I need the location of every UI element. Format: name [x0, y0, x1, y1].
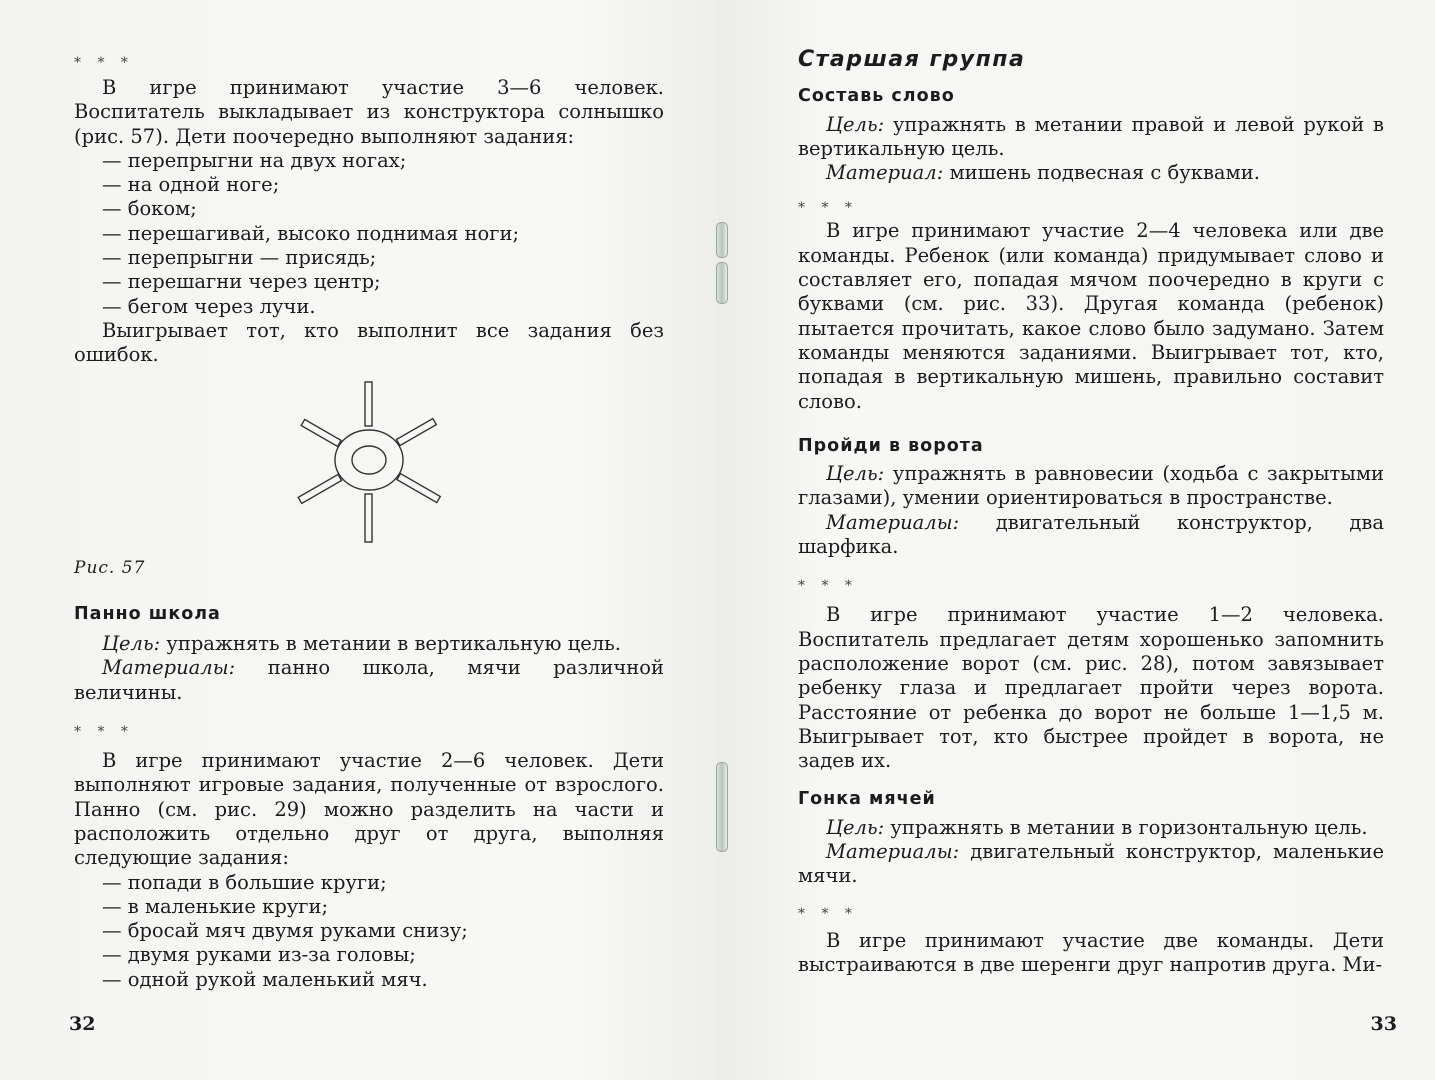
- goal-text: упражнять в метании в вертикальную цель.: [166, 632, 621, 656]
- paragraph: В игре принимают участие 2—4 человека или две команды. Ребенок (или команда) придумывает слово и составляет его, попадая мячом поочередно в круги с буквами (см. рис. 33). Другая команда (ребенок) пытается прочитать, какое слово было задумано. Затем команды меняются заданиями. Выигрывает тот, кто, попадая в вертикальную мишень, правильно составит слово.: [798, 219, 1384, 413]
- goal-label: Цель:: [826, 815, 885, 839]
- group-title: Старшая группа: [798, 47, 1026, 72]
- materials-label: Материалы:: [102, 656, 236, 680]
- goal-label: Цель:: [826, 462, 885, 486]
- materials-line: [798, 511, 1384, 560]
- goal-text: упражнять в метании в горизонтальную цель.: [890, 815, 1368, 839]
- section-separator: * * *: [74, 724, 134, 741]
- materials-label: Материал:: [826, 161, 944, 185]
- section-separator: * * *: [74, 55, 134, 71]
- materials-label: Материалы:: [826, 510, 960, 534]
- goal-text: упражнять в метании правой и левой рукой в вертикальную цель.: [798, 112, 1384, 160]
- staple-icon: [716, 222, 728, 258]
- list-item: — перепрыгни на двух ногах;: [102, 148, 407, 172]
- goal-line: [798, 462, 1384, 511]
- list-item: — одной рукой маленький мяч.: [102, 967, 428, 991]
- game-title: Панно школа: [74, 603, 221, 624]
- list-item: — двумя руками из-за головы;: [102, 943, 416, 967]
- right-page-column: [798, 48, 1384, 977]
- section-separator: * * *: [798, 905, 858, 922]
- list-item: — перешагни через центр;: [102, 270, 381, 294]
- materials-text: двигательный конструктор, маленькие мячи.: [798, 840, 1384, 888]
- goal-label: Цель:: [102, 632, 161, 656]
- goal-line: [74, 632, 664, 656]
- figure-57: [74, 380, 664, 580]
- list-item: — в маленькие круги;: [102, 894, 329, 918]
- materials-text: мишень подвесная с буквами.: [949, 161, 1260, 185]
- list-item: — попади в большие круги;: [102, 870, 387, 894]
- list-item: — перепрыгни — присядь;: [102, 246, 377, 270]
- materials-label: Материалы:: [826, 840, 960, 864]
- game-title: Гонка мячей: [798, 789, 936, 810]
- left-page-column: [74, 52, 664, 992]
- goal-line: [798, 816, 1384, 840]
- list-item: — перешагивай, высоко поднимая ноги;: [102, 221, 520, 245]
- materials-text: двигательный конструктор, два шарфика.: [798, 510, 1385, 559]
- staple-icon: [716, 262, 728, 304]
- list-item: — бегом через лучи.: [102, 294, 316, 318]
- sun-construction-figure-icon: [269, 380, 469, 550]
- section-separator: * * *: [798, 578, 858, 595]
- list-item: — на одной ноге;: [102, 173, 280, 197]
- section-separator: * * *: [798, 200, 858, 217]
- materials-text: панно школа, мячи различной величины.: [74, 656, 664, 704]
- game-title: Составь слово: [798, 86, 955, 107]
- page-number: 33: [1370, 1013, 1397, 1035]
- list-item: — боком;: [102, 197, 197, 221]
- materials-line: [798, 840, 1384, 889]
- paragraph: В игре принимают участие 2—6 человек. Дети выполняют игровые задания, полученные от взрослого. Панно (см. рис. 29) можно разделить на части и расположить отдельно друг от друга, выполняя следующие задания:: [74, 749, 664, 870]
- materials-line: [74, 656, 664, 705]
- goal-line: [798, 113, 1384, 162]
- staple-icon: [716, 762, 728, 852]
- paragraph: В игре принимают участие 1—2 человека. Воспитатель предлагает детям хорошенько запомнить расположение ворот (см. рис. 28), потом завязывает ребенку глаза и предлагает пройти через ворота. Расстояние от ребенка до ворот не больше 1—1,5 м. Выигрывает тот, кто быстрее пройдет в ворота, не задев их.: [798, 603, 1384, 773]
- figure-caption: Рис. 57: [74, 557, 146, 578]
- goal-text: упражнять в равновесии (ходьба с закрытыми глазами), умении ориентироваться в пространстве.: [798, 462, 1384, 510]
- paragraph: В игре принимают участие две команды. Дети выстраиваются в две шеренги друг напротив друга. Ми-: [798, 928, 1384, 976]
- materials-line: [798, 161, 1384, 185]
- paragraph: Выигрывает тот, кто выполнит все задания без ошибок.: [74, 318, 664, 367]
- paragraph: В игре принимают участие 3—6 человек. Воспитатель выкладывает из конструктора солнышко (рис. 57). Дети поочередно выполняют задания:: [74, 76, 664, 148]
- right-page: [718, 0, 1435, 1080]
- game-title: Пройди в ворота: [798, 435, 984, 456]
- goal-label: Цель:: [826, 112, 885, 136]
- list-item: — бросай мяч двумя руками снизу;: [102, 919, 468, 943]
- page-number: 32: [69, 1013, 96, 1035]
